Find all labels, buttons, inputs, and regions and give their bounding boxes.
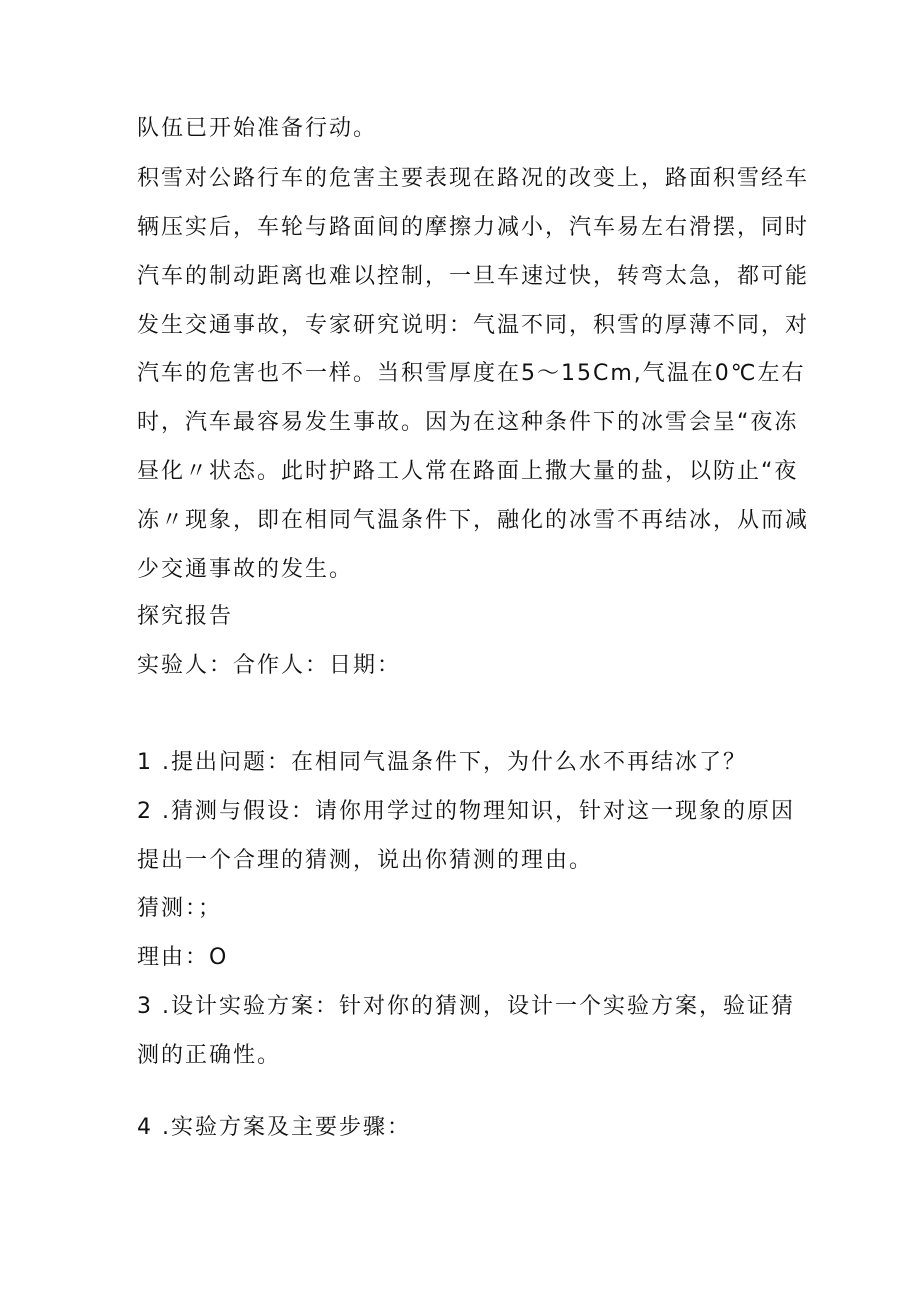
form-line: 实验人：合作人：日期： — [137, 653, 402, 678]
text-line: 积雪对公路行车的危害主要表现在路况的改变上，路面积雪经车 — [137, 166, 810, 191]
text-line: 少交通事故的发生。 — [137, 557, 354, 582]
text-line: 汽车的制动距离也难以控制，一旦车速过快，转弯太急，都可能 — [137, 264, 810, 289]
question-line: 4 .实验方案及主要步骤： — [137, 1115, 411, 1140]
section-heading: 探究报告 — [137, 604, 234, 629]
question-line: 1 .提出问题：在相同气温条件下，为什么水不再结冰了？ — [137, 750, 747, 775]
text-line: 队伍已开始准备行动。 — [137, 116, 378, 141]
text-line: 时，汽车最容易发生事故。因为在这种条件下的冰雪会呈“夜冻 — [137, 410, 799, 435]
question-line: 3 .设计实验方案：针对你的猜测，设计一个实验方案，验证猜 — [137, 994, 795, 1019]
question-line: 测的正确性。 — [137, 1043, 282, 1068]
answer-line: 猜测：； — [137, 896, 223, 921]
text-line: 辆压实后，车轮与路面间的摩擦力减小，汽车易左右滑摆，同时 — [137, 215, 810, 240]
text-line: 汽车的危害也不一样。当积雪厚度在5〜15Cm,气温在0℃左右 — [137, 361, 806, 386]
text-line: 冻〃现象，即在相同气温条件下，融化的冰雪不再结冰，从而减 — [137, 508, 810, 533]
question-line: 提出一个合理的猜测，说出你猜测的理由。 — [137, 848, 594, 873]
text-line: 发生交通事故，专家研究说明：气温不同，积雪的厚薄不同，对 — [137, 313, 810, 338]
text-line: 昼化〃状态。此时护路工人常在路面上撒大量的盐，以防止“夜 — [137, 459, 799, 484]
question-line: 2 .猜测与假设：请你用学过的物理知识，针对这一现象的原因 — [137, 799, 795, 824]
answer-line: 理由：O — [137, 945, 229, 970]
